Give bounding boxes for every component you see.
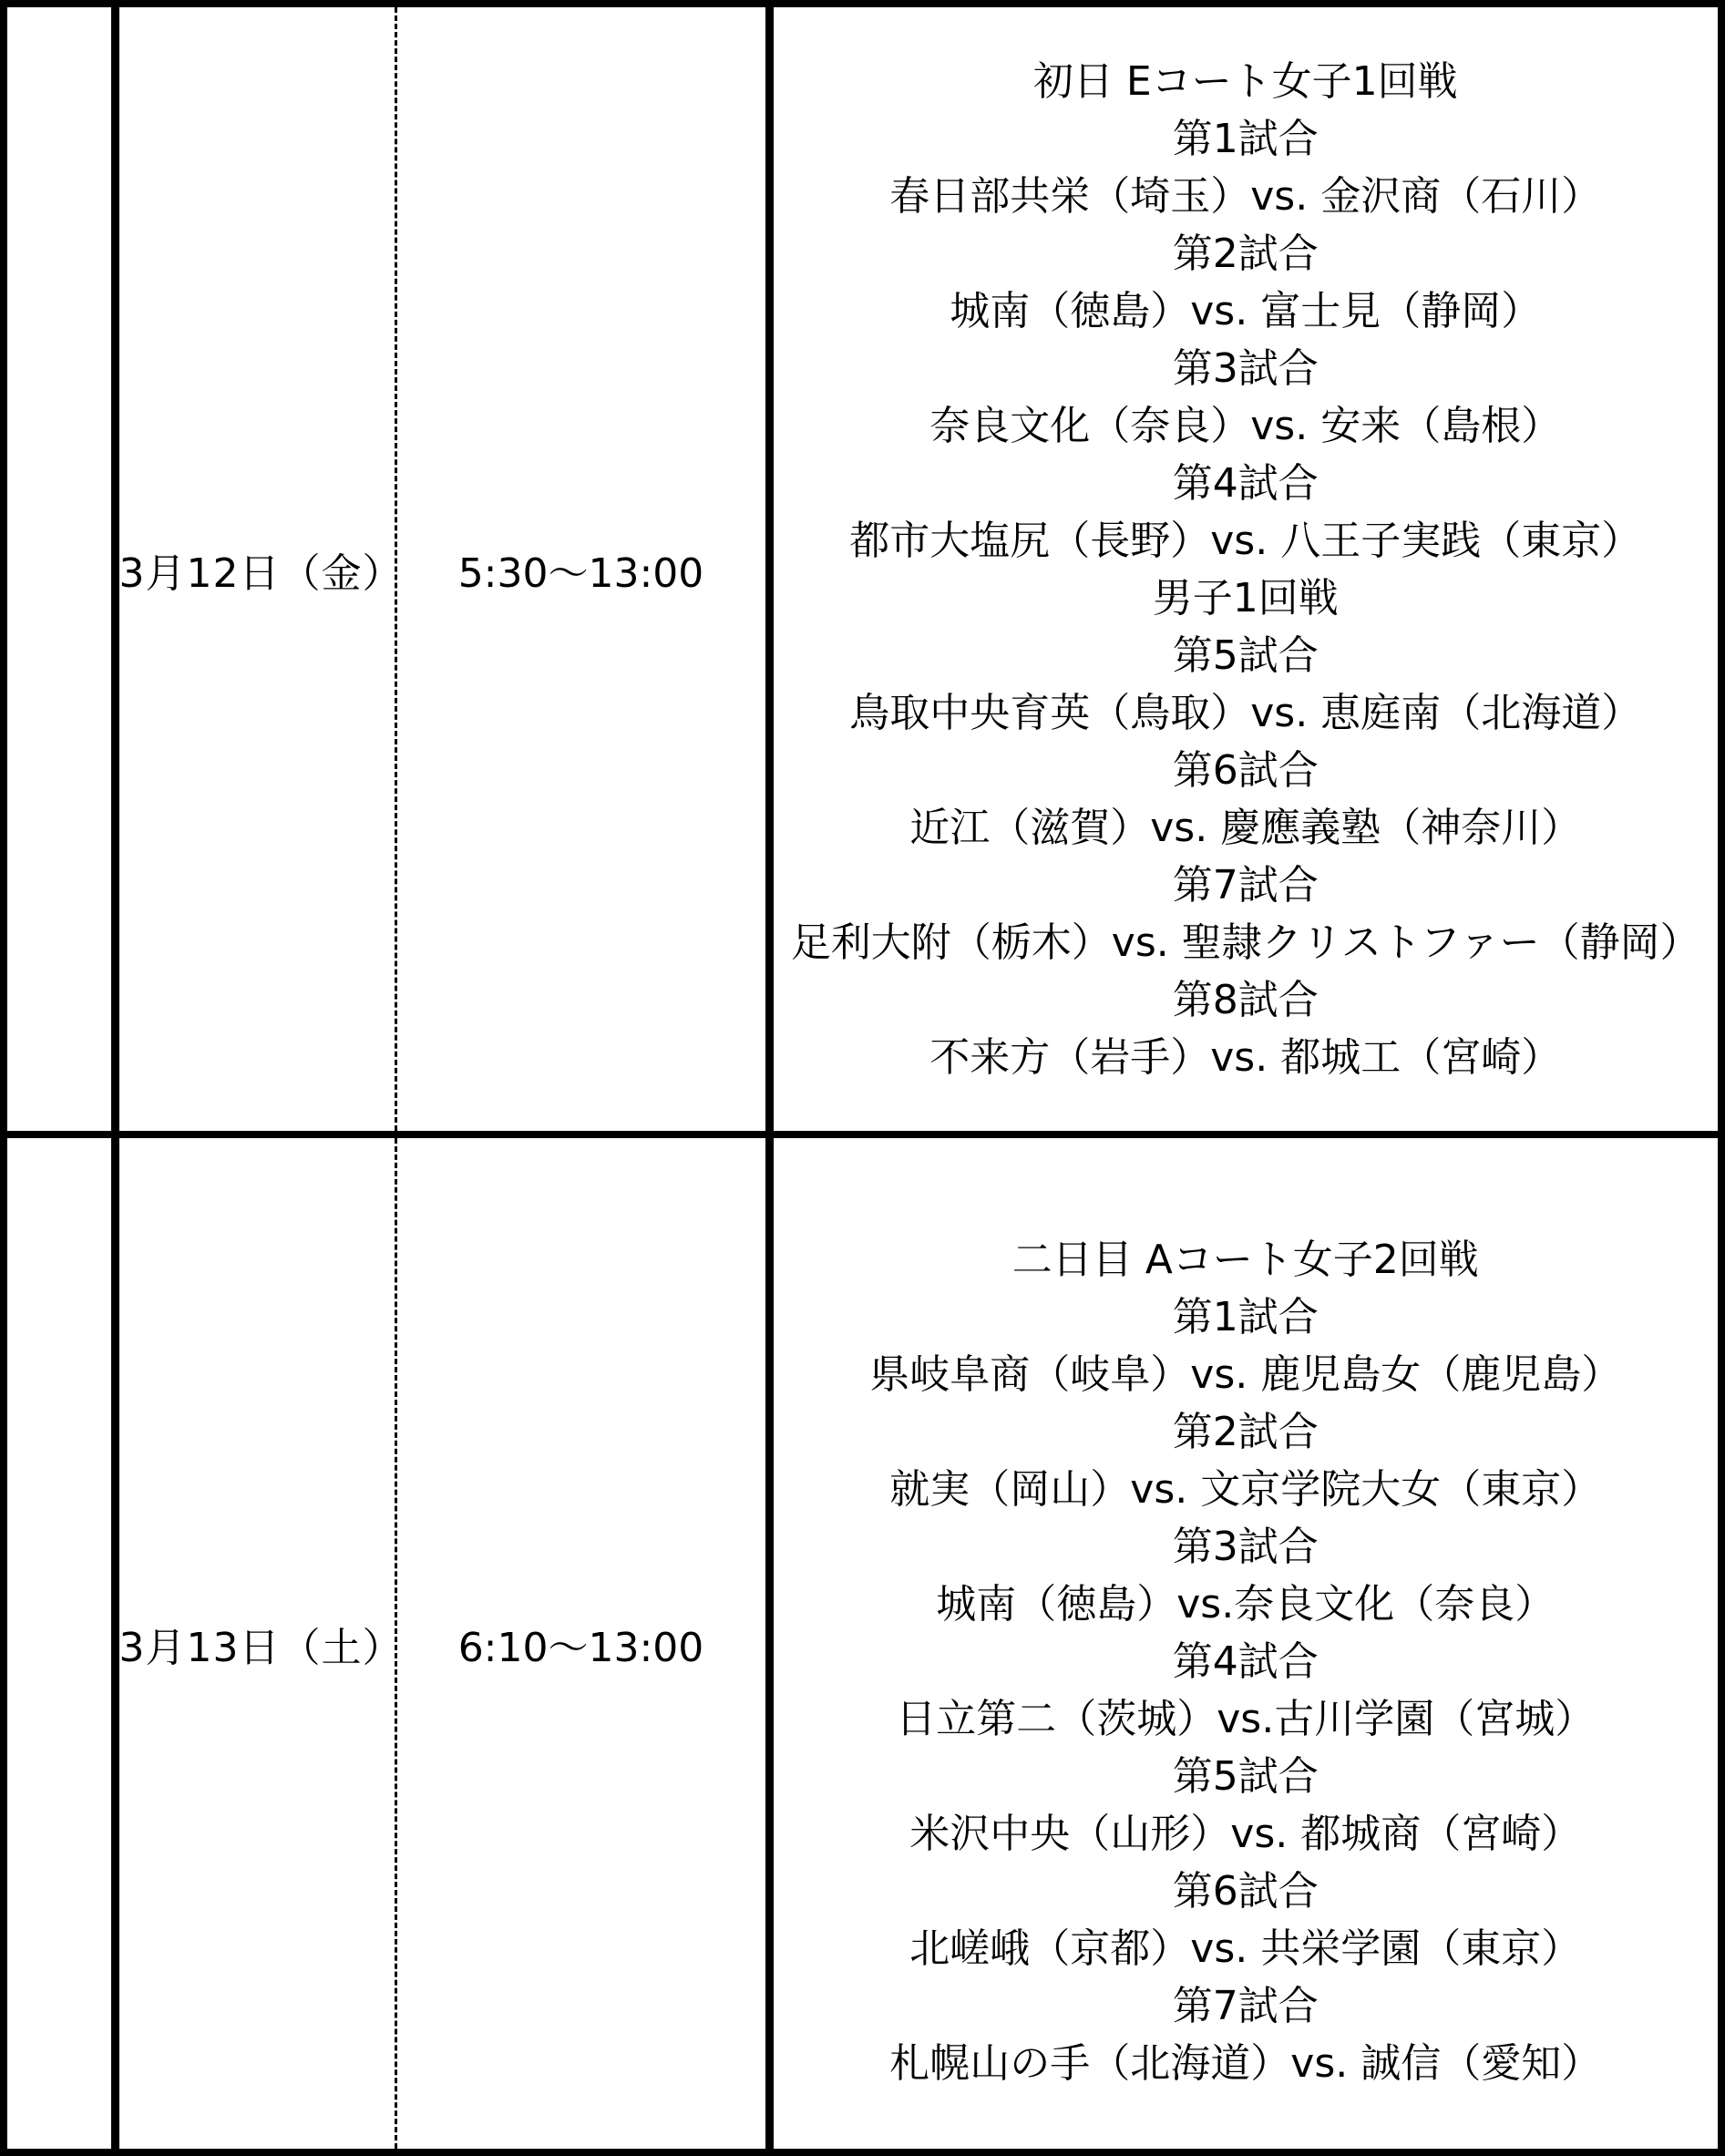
game-line: 日立第二（茨城）vs.古川学園（宮城） bbox=[896, 1696, 1596, 1742]
game-line: 第1試合 bbox=[1172, 115, 1319, 162]
games-list bbox=[869, 1195, 1621, 2092]
date-cell: 3月12日（金） bbox=[115, 4, 395, 1134]
game-line: 第3試合 bbox=[1172, 344, 1319, 392]
game-line: 近江（滋賀）vs. 慶應義塾（神奈川） bbox=[909, 804, 1582, 851]
game-line: 二日目 Aコート女子2回戦 bbox=[1011, 1237, 1479, 1283]
game-line: 城南（徳島）vs. 富士見（静岡） bbox=[950, 287, 1542, 334]
game-line: 不来方（岩手）vs. 都城工（宮崎） bbox=[929, 1033, 1562, 1081]
game-line: 第8試合 bbox=[1172, 976, 1319, 1023]
game-line: 北嵯峨（京都）vs. 共栄学園（東京） bbox=[909, 1925, 1582, 1972]
time-cell: 6:10～13:00 bbox=[395, 1134, 769, 2152]
game-line: 第7試合 bbox=[1172, 861, 1319, 909]
schedule-row bbox=[4, 4, 1721, 1134]
blank-cell bbox=[4, 1134, 115, 2152]
game-line: 第6試合 bbox=[1172, 746, 1319, 794]
games-list bbox=[791, 53, 1700, 1086]
game-line: 春日部共栄（埼玉）vs. 金沢商（石川） bbox=[889, 172, 1602, 220]
game-line: 男子1回戦 bbox=[1152, 574, 1339, 621]
games-cell bbox=[769, 1134, 1721, 2152]
game-line: 初日 Eコート女子1回戦 bbox=[1032, 57, 1458, 105]
game-line: 第4試合 bbox=[1172, 459, 1319, 507]
game-line: 城南（徳島）vs.奈良文化（奈良） bbox=[936, 1581, 1556, 1627]
game-line: 札幌山の手（北海道）vs. 誠信（愛知） bbox=[889, 2040, 1602, 2087]
game-line: 第4試合 bbox=[1172, 1638, 1319, 1685]
game-line: 奈良文化（奈良）vs. 安来（島根） bbox=[929, 402, 1562, 449]
game-line: 都市大塩尻（長野）vs. 八王子実践（東京） bbox=[849, 517, 1642, 564]
game-line: 第1試合 bbox=[1172, 1294, 1319, 1340]
schedule-row bbox=[4, 1134, 1721, 2152]
time-cell: 5:30～13:00 bbox=[395, 4, 769, 1134]
game-line: 就実（岡山）vs. 文京学院大女（東京） bbox=[889, 1466, 1602, 1513]
game-line: 第3試合 bbox=[1172, 1524, 1319, 1570]
date-cell: 3月13日（土） bbox=[115, 1134, 395, 2152]
game-line: 第5試合 bbox=[1172, 1753, 1319, 1800]
game-line: 足利大附（栃木）vs. 聖隷クリストファー（静岡） bbox=[790, 919, 1700, 966]
game-line: 第2試合 bbox=[1172, 230, 1319, 277]
game-line: 第7試合 bbox=[1172, 1983, 1319, 2029]
game-line: 第6試合 bbox=[1172, 1868, 1319, 1915]
game-line: 米沢中央（山形）vs. 都城商（宮崎） bbox=[909, 1811, 1582, 1857]
game-line: 第5試合 bbox=[1172, 631, 1319, 679]
game-line: 第2試合 bbox=[1172, 1409, 1319, 1455]
game-line: 鳥取中央育英（鳥取）vs. 恵庭南（北海道） bbox=[849, 689, 1642, 736]
blank-cell bbox=[4, 4, 115, 1134]
game-line: 県岐阜商（岐阜）vs. 鹿児島女（鹿児島） bbox=[869, 1351, 1622, 1398]
games-cell bbox=[769, 4, 1721, 1134]
